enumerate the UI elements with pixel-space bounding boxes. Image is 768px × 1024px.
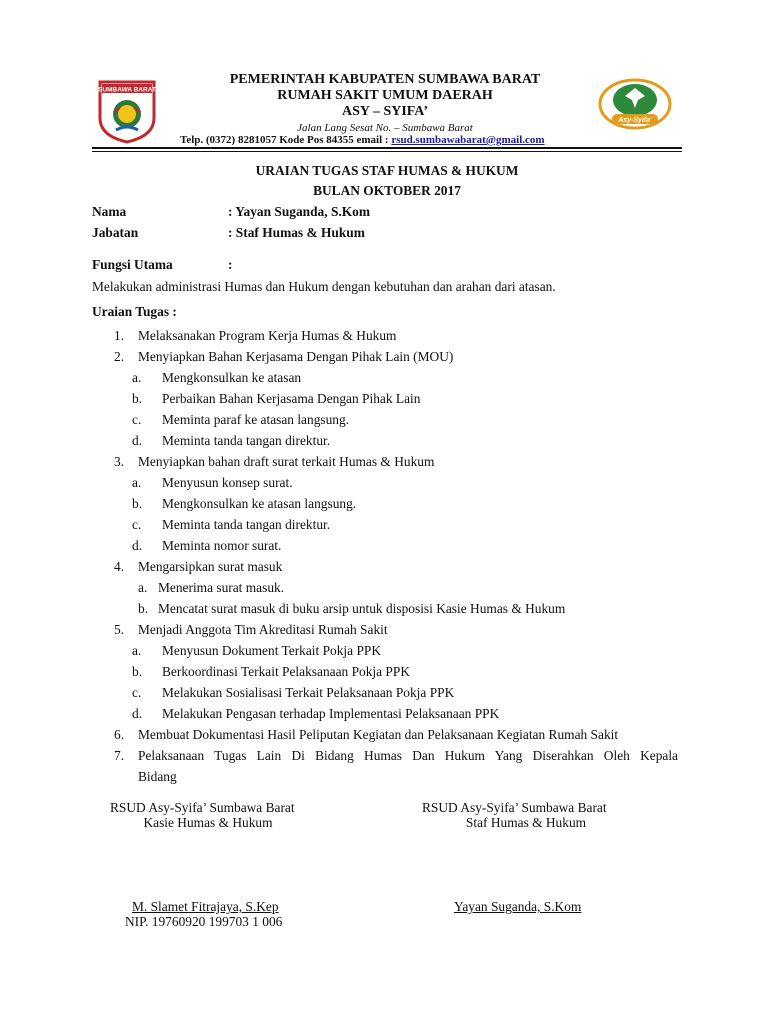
list-letter: c. xyxy=(132,412,142,427)
header-line-3: ASY – SYIFA’ xyxy=(341,104,429,119)
uraian-label: Uraian Tugas : xyxy=(92,304,177,319)
nama-label: Nama xyxy=(92,204,127,219)
list-number: 3. xyxy=(114,454,125,469)
list-letter: b. xyxy=(138,601,149,616)
task-7 xyxy=(114,748,678,764)
list-text: Meminta tanda tangan direktur. xyxy=(162,517,331,532)
list-text: Menyusun Dokument Terkait Pokja PPK xyxy=(162,643,382,658)
task-3b xyxy=(132,496,356,512)
list-number: 7. xyxy=(114,748,125,763)
task-4b xyxy=(138,601,565,617)
fungsi-colon: : xyxy=(228,257,233,272)
svg-text:SUMBAWA BARAT: SUMBAWA BARAT xyxy=(98,86,156,94)
list-text: Melakukan Pengasan terhadap Implementasi Pelaksanaan PPK xyxy=(162,706,500,721)
list-text: Meminta paraf ke atasan langsung. xyxy=(162,412,350,427)
list-text: Mengkonsulkan ke atasan langsung. xyxy=(162,496,357,511)
fungsi-label: Fungsi Utama xyxy=(92,257,173,272)
list-number: 5. xyxy=(114,622,125,637)
regency-logo xyxy=(96,78,158,144)
hospital-logo xyxy=(598,78,672,130)
list-letter: b. xyxy=(132,391,143,406)
signature-left-name: M. Slamet Fitrajaya, S.Kep xyxy=(132,899,279,914)
list-letter: a. xyxy=(138,580,148,595)
list-letter: a. xyxy=(132,643,142,658)
jabatan-label: Jabatan xyxy=(92,225,139,240)
signature-right-role: Staf Humas & Hukum xyxy=(465,815,587,830)
list-text: Melaksanakan Program Kerja Humas & Hukum xyxy=(138,328,397,343)
list-text: Pelaksanaan Tugas Lain Di Bidang Humas Dan Hukum Yang Diserahkan Oleh Kepala xyxy=(138,748,678,763)
task-5b xyxy=(132,664,410,680)
task-2a xyxy=(132,370,301,386)
signature-right-name: Yayan Suganda, S.Kom xyxy=(454,899,582,914)
list-number: 2. xyxy=(114,349,125,364)
list-text: Membuat Dokumentasi Hasil Peliputan Kegiatan dan Pelaksanaan Kegiatan Rumah Sakit xyxy=(138,727,619,742)
list-text: Menjadi Anggota Tim Akreditasi Rumah Sakit xyxy=(138,622,388,637)
list-text: Mengarsipkan surat masuk xyxy=(138,559,283,574)
list-letter: c. xyxy=(132,685,142,700)
task-7-continued xyxy=(138,769,177,785)
jabatan-value: : Staf Humas & Hukum xyxy=(228,225,365,240)
list-letter: a. xyxy=(132,475,142,490)
list-text: Menyusun konsep surat. xyxy=(162,475,293,490)
list-text: Perbaikan Bahan Kerjasama Dengan Pihak Lain xyxy=(162,391,421,406)
list-letter: d. xyxy=(132,706,143,721)
list-letter: c. xyxy=(132,517,142,532)
list-text: Menerima surat masuk. xyxy=(158,580,285,595)
task-4a xyxy=(138,580,284,596)
list-text: Menyiapkan Bahan Kerjasama Dengan Pihak Lain (MOU) xyxy=(138,349,454,364)
task-3 xyxy=(114,454,434,470)
svg-text:Asy-Syifa': Asy-Syifa' xyxy=(618,117,652,124)
task-2 xyxy=(114,349,453,365)
list-text: Menyiapkan bahan draft surat terkait Humas & Hukum xyxy=(138,454,435,469)
email-link[interactable]: rsud.sumbawabarat@gmail.com xyxy=(391,134,545,146)
signature-left-org: RSUD Asy-Syifa’ Sumbawa Barat xyxy=(110,800,295,815)
task-1 xyxy=(114,328,396,344)
task-5a xyxy=(132,643,381,659)
fungsi-text: Melakukan administrasi Humas dan Hukum dengan kebutuhan dan arahan dari atasan. xyxy=(92,279,556,294)
task-5 xyxy=(114,622,388,638)
list-number: 4. xyxy=(114,559,125,574)
document-title: URAIAN TUGAS STAF HUMAS & HUKUM xyxy=(255,163,519,178)
list-text: Mengkonsulkan ke atasan xyxy=(162,370,302,385)
task-3d xyxy=(132,538,281,554)
task-4 xyxy=(114,559,282,575)
list-letter: a. xyxy=(132,370,142,385)
list-text: Berkoordinasi Terkait Pelaksanaan Pokja PPK xyxy=(162,664,410,679)
task-6 xyxy=(114,727,618,743)
header-line-2: RUMAH SAKIT UMUM DAERAH xyxy=(277,88,493,103)
task-2c xyxy=(132,412,349,428)
signature-left-role: Kasie Humas & Hukum xyxy=(143,815,273,830)
list-text: Melakukan Sosialisasi Terkait Pelaksanaan Pokja PPK xyxy=(162,685,455,700)
list-text: Mencatat surat masuk di buku arsip untuk disposisi Kasie Humas & Hukum xyxy=(158,601,566,616)
task-5c xyxy=(132,685,454,701)
task-3a xyxy=(132,475,293,491)
list-text: Meminta tanda tangan direktur. xyxy=(162,433,331,448)
task-3c xyxy=(132,517,330,533)
task-2d xyxy=(132,433,330,449)
nama-value: : Yayan Suganda, S.Kom xyxy=(228,204,371,219)
header-divider xyxy=(92,147,682,152)
list-letter: d. xyxy=(132,433,143,448)
list-letter: b. xyxy=(132,496,143,511)
task-2b xyxy=(132,391,420,407)
list-number: 1. xyxy=(114,328,125,343)
header-contact xyxy=(180,134,610,146)
document-subtitle: BULAN OKTOBER 2017 xyxy=(313,183,461,198)
signature-left-nip: NIP. 19760920 199703 1 006 xyxy=(125,914,283,929)
list-text: Meminta nomor surat. xyxy=(162,538,282,553)
list-letter: d. xyxy=(132,538,143,553)
signature-right-org: RSUD Asy-Syifa’ Sumbawa Barat xyxy=(422,800,607,815)
list-text: Bidang xyxy=(138,769,177,784)
header-line-1: PEMERINTAH KABUPATEN SUMBAWA BARAT xyxy=(229,72,541,87)
task-5d xyxy=(132,706,499,722)
header-contact-text: Telp. (0372) 8281057 Kode Pos 84355 email : xyxy=(180,134,392,146)
list-letter: b. xyxy=(132,664,143,679)
list-number: 6. xyxy=(114,727,125,742)
header-address: Jalan Lang Sesat No. – Sumbawa Barat xyxy=(297,122,473,134)
